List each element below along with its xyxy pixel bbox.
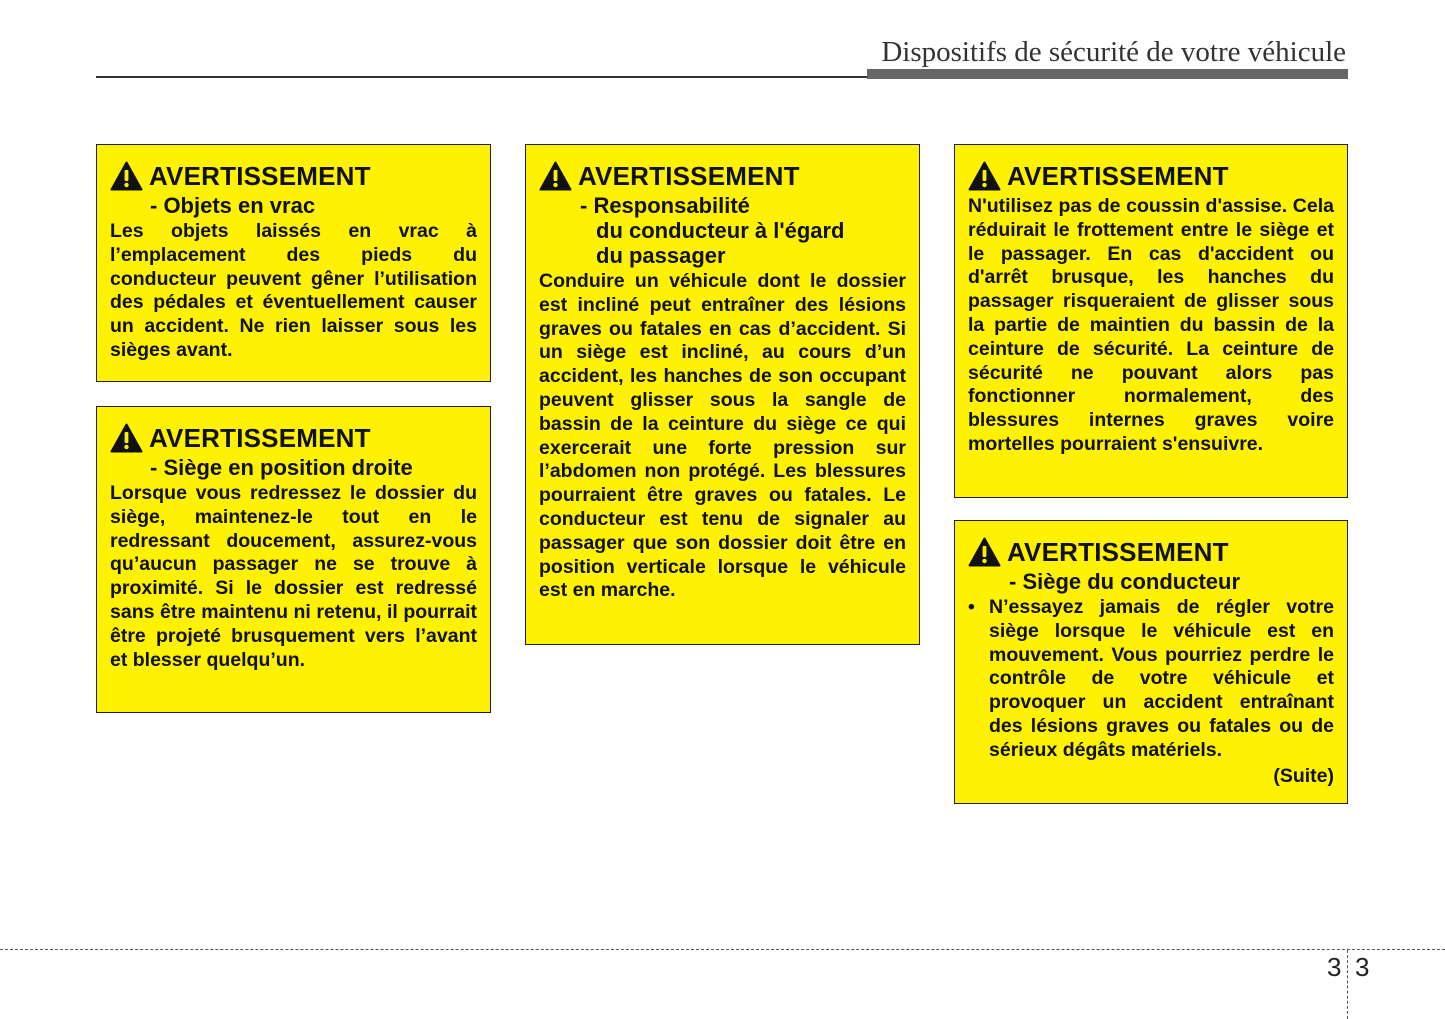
warning-body: N'utilisez pas de coussin d'assise. Cela réduirait le frottement entre le siège et le passager. En cas d'accident ou d'arrêt brusque, les hanches du passager risqueraient de glisser sous la partie de maintien du bassin de la ceinture de sécurité. La ceinture de sécurité ne pouvant alors pas fonctionner normalement, des blessures internes graves voire mortelles pourraient s'ensuivre. [968,195,1334,455]
warning-triangle-icon [968,537,1001,567]
warning-body: Les objets laissés en vrac à l’emplacement des pieds du conducteur peuvent gêner l’utilisation des pédales et éventuellement causer un accident. Ne rien laisser sous les sièges avant. [110,220,477,361]
warning-body: N’essayez jamais de régler votre siège lorsque le véhicule est en mouvement. Vous pourriez perdre le contrôle de votre véhicule et provoquer un accident entraînant des lésions graves ou fatales ou de sérieux dégâts matériels. [989,596,1334,761]
warning-title: AVERTISSEMENT [1007,536,1229,567]
warning-box-driver-seat [954,520,1348,804]
warning-triangle-icon [110,161,143,191]
warning-subtitle: - Siège en position droite [150,455,413,480]
chapter-number: 3 [1327,952,1342,982]
warning-subtitle: - Objets en vrac [150,193,316,218]
warning-triangle-icon [968,161,1001,191]
footer-dashed-rule [0,949,1445,950]
warning-bullet-item [968,596,1334,763]
warning-title: AVERTISSEMENT [149,160,371,191]
warning-title: AVERTISSEMENT [578,160,800,191]
page-number: 3 [1355,952,1370,982]
warning-triangle-icon [110,423,143,453]
warning-box-upright-seat [96,406,491,713]
warning-title: AVERTISSEMENT [1007,160,1229,191]
warning-title: AVERTISSEMENT [149,422,371,453]
bullet-marker: • [968,596,975,618]
warning-body: Conduire un véhicule dont le dossier est incliné peut entraîner des lésions graves ou fatales en cas d’accident. Si un siège est incliné, au cours d’un accident, les hanches de son occupant peuvent glisser sous la sangle de bassin de la ceinture du siège ce qui exercerait une forte pression sur l’abdomen non protégé. Les blessures pourraient être graves ou fatales. Le conducteur est tenu de signaler au passager que son dossier doit être en position verticale lorsque le véhicule est en marche. [539,270,906,602]
section-title: Dispositifs de sécurité de votre véhicule [881,36,1346,68]
warning-subtitle-line: du passager [596,243,726,268]
warning-body: Lorsque vous redressez le dossier du siège, maintenez-le tout en le redressant doucement, assurez-vous qu’aucun passager ne se trouve à proximité. Si le dossier est redressé sans être maintenu ni retenu, il pourrait être projeté brusquement vers l’avant et blesser quelqu’un. [110,482,477,671]
footer-page-divider [1347,950,1348,1019]
warning-subtitle-line: - Responsabilité [580,193,750,218]
warning-triangle-icon [539,161,572,191]
warning-box-loose-objects [96,144,491,382]
warning-subtitle-line: du conducteur à l'égard [596,218,845,243]
header-accent-bar [867,69,1348,79]
warning-box-driver-responsibility [525,144,920,645]
warning-box-seat-cushion [954,144,1348,498]
continued-label: (Suite) [1273,764,1334,787]
warning-subtitle: - Siège du conducteur [1009,569,1241,594]
